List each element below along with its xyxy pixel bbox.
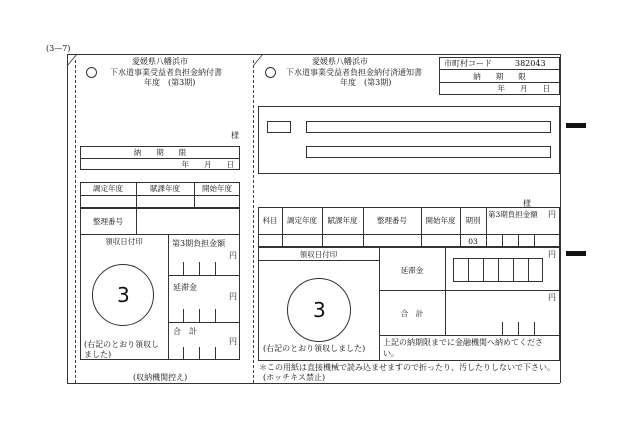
right-period-value: 03 [468,237,478,246]
frame-right [560,54,561,383]
perforation-center [253,60,254,383]
right-stamp-number: 3 [313,298,326,322]
right-col-levy-year: 賦課年度 [327,216,358,225]
doc-code: (3—7) [46,44,71,53]
left-received-note-2: ました) [84,350,112,359]
right-col-assess-year: 調定年度 [287,216,317,225]
punch-hole-right [265,67,276,78]
left-received-note-1: (右記のとおり領収し [84,340,160,349]
address-window [258,106,560,174]
right-amount-yen: 円 [548,210,556,219]
left-col-levy-year: 賦課年度 [150,184,180,193]
left-total-yen: 円 [229,337,237,346]
right-col-start-year: 開始年度 [425,216,456,225]
left-footer: (収納機関控え) [133,373,188,382]
frame-left [67,54,68,383]
left-city: 愛媛県八幡浜市 [132,57,188,66]
address-line-1 [306,121,551,133]
address-line-2 [306,146,551,158]
left-amount-label: 第3期負担金額 [172,239,226,248]
right-col-subject: 科目 [262,216,278,225]
frame-bottom [67,383,560,384]
right-notice-1: 上記の納期限までに金融機関へ納めてくださ [383,338,543,347]
right-sama: 様 [523,199,531,208]
right-footnote-1: ＊この用紙は直接機械で読み込ませますので折ったり、汚したりしないで下さい。 [259,363,555,372]
right-city: 愛媛県八幡浜市 [312,57,368,66]
city-code-value: 382043 [515,59,546,68]
city-code-label: 市町村コード [444,59,492,68]
right-received-note: (右記のとおり領収しました) [263,344,366,353]
postal-code-box [267,121,291,133]
left-amount-yen: 円 [229,251,237,260]
left-late-fee-yen: 円 [229,292,237,301]
right-total: 合 計 [400,309,424,318]
right-late-fee-yen: 円 [548,250,556,259]
right-col-amount: 第3期負担金額 [488,210,538,219]
right-col-period: 期別 [465,216,481,225]
left-deadline-label: 納 期 限 [133,148,187,157]
left-late-fee: 延滞金 [173,283,197,292]
frame-top [67,54,560,55]
right-deadline-label: 納 期 限 [473,72,526,81]
left-stamp-number: 3 [117,283,130,307]
left-total: 合 計 [173,327,197,336]
left-sama: 様 [231,131,239,140]
right-col-ref-no: 整理番号 [377,216,407,225]
left-receipt-stamp-label: 領収日付印 [105,237,143,246]
left-col-start-year: 開始年度 [202,184,232,193]
timing-mark-top [566,123,586,128]
left-title: 下水道事業受益者負担金納付書 [110,68,222,77]
perforation-left [75,60,76,383]
right-receipt-stamp-label: 領収日付印 [299,250,338,259]
corner-mark-left [66,53,78,67]
left-col-assess-year: 調定年度 [93,184,123,193]
left-year-period: 年度 (第3期) [144,78,196,87]
right-title: 下水道事業受益者負担金納付済通知書 [286,68,422,77]
punch-hole-left [86,67,97,78]
left-deadline-date: 年 月 日 [181,160,234,169]
right-late-fee: 延滞金 [400,266,424,275]
timing-mark-bottom [566,251,586,256]
right-footnote-2: (ホッチキス禁止) [263,373,326,382]
right-year-period: 年度 (第3期) [340,78,392,87]
right-total-yen: 円 [548,293,556,302]
right-notice-2: い。 [383,349,399,358]
left-ref-no: 整理番号 [93,217,123,226]
right-deadline-date: 年 月 日 [497,84,550,93]
